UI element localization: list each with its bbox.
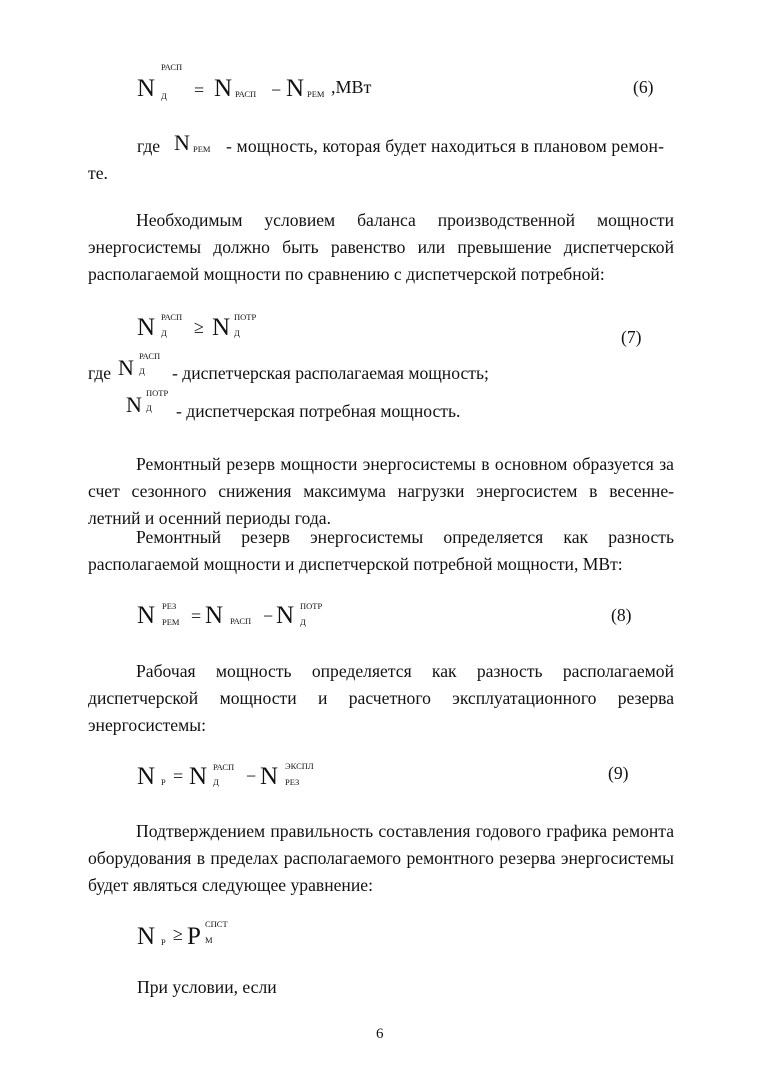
eq8-sub-rasp: РАСП	[230, 616, 252, 626]
eq7-sup-rasp: РАСП	[161, 312, 183, 322]
eq6-n-rem: N	[286, 75, 305, 102]
paragraph-balance-text: Необходимым условием баланса производственной мощности энергосистемы должно быть равенство или превышение диспетчерской располагаемой мощности по сравнению с диспетчерской потребной:	[88, 210, 674, 284]
paragraph-working-power	[88, 658, 674, 739]
where7-b-n: N	[126, 392, 142, 417]
eq9-number: (9)	[608, 763, 629, 783]
where7-prefix: где	[88, 363, 112, 383]
where6-prefix: где	[137, 136, 161, 156]
eq8-n-rez: N	[137, 602, 156, 629]
eq8-minus: −	[263, 606, 274, 626]
eq10-sub-m: М	[205, 935, 213, 945]
where7-b-sup: ПОТР	[146, 388, 169, 398]
eq6-sup-rasp: РАСП	[161, 62, 183, 72]
eq6-equals: =	[194, 80, 205, 100]
eq6-unit: ,МВт	[331, 77, 372, 97]
eq7-sub-d: Д	[161, 328, 167, 338]
eq8-sup-rez: РЕЗ	[162, 601, 177, 611]
eq6-n-disp: N	[137, 75, 156, 102]
eq10-p: P	[187, 923, 201, 950]
eq7-number: (7)	[621, 327, 642, 347]
where7-b-sub: Д	[146, 403, 152, 413]
eq9-n-p: N	[137, 763, 156, 790]
paragraph-repair-reserve	[88, 451, 674, 532]
where7-a-sup: РАСП	[139, 351, 161, 361]
where6-sub-rem: РЕМ	[193, 144, 211, 154]
eq9-n-rasp: N	[189, 763, 208, 790]
paragraph-working-power-text: Рабочая мощность определяется как разность располагаемой диспетчерской мощности и расчетного эксплуатационного резерва энергосистемы:	[88, 661, 674, 735]
eq6-n-rasp: N	[214, 75, 233, 102]
eq6-number: (6)	[633, 77, 654, 97]
eq8-number: (8)	[611, 605, 632, 625]
eq6-sub-rasp: РАСП	[235, 89, 257, 99]
page-number: 6	[376, 1026, 384, 1042]
eq9-sub-rez: РЕЗ	[285, 777, 300, 787]
eq7-sup-potr: ПОТР	[234, 312, 257, 322]
eq6-sub-d: Д	[161, 91, 167, 101]
eq7-n-rasp: N	[137, 314, 156, 341]
eq10-n-p: N	[137, 923, 156, 950]
eq8-n-potr: N	[276, 602, 295, 629]
condition-line: При условии, если	[137, 977, 277, 997]
eq9-sub-d: Д	[213, 777, 219, 787]
where6-cont: те.	[88, 163, 108, 183]
paragraph-confirmation-text: Подтверждением правильность составления годового графика ремонта оборудования в пределах располагаемого ремонтного резерва энергосистемы будет являться следующее уравнение:	[88, 821, 674, 895]
eq9-sub-p: Р	[161, 777, 166, 787]
eq6-minus: −	[271, 80, 282, 100]
paragraph-repair-reserve-def-text: Ремонтный резерв энергосистемы определяется как разность располагаемой мощности и диспетчерской потребной мощности, МВт:	[88, 527, 674, 574]
paragraph-balance	[88, 207, 674, 288]
eq6-sub-rem: РЕМ	[307, 89, 325, 99]
eq7-n-potr: N	[212, 314, 231, 341]
where6-n: N	[174, 130, 190, 155]
eq9-n-rez: N	[260, 763, 279, 790]
eq9-equals: =	[173, 766, 184, 786]
eq9-sup-ekspl: ЭКСПЛ	[285, 761, 314, 771]
where7-a-n: N	[118, 355, 134, 380]
where7-b-text: - диспетчерская потребная мощность.	[176, 401, 461, 421]
where6-text: - мощность, которая будет находиться в плановом ремон-	[226, 136, 665, 156]
where7-a-sub: Д	[139, 366, 145, 376]
where7-a-text: - диспетчерская располагаемая мощность;	[172, 363, 489, 383]
eq10-sub-p: Р	[161, 937, 166, 947]
eq8-equals: =	[191, 606, 202, 626]
eq7-sub-d2: Д	[234, 328, 240, 338]
eq9-minus: −	[246, 766, 257, 786]
eq9-sup-rasp: РАСП	[213, 762, 235, 772]
eq7-ge: ≥	[194, 317, 204, 337]
eq10-sup-spst: СПСТ	[205, 919, 228, 929]
eq8-sub-d: Д	[300, 617, 306, 627]
eq10-ge: ≥	[173, 924, 183, 944]
paragraph-confirmation	[88, 818, 674, 899]
eq8-n-rasp: N	[205, 602, 224, 629]
paragraph-repair-reserve-def	[88, 524, 674, 578]
eq8-sup-potr: ПОТР	[300, 601, 323, 611]
eq8-sub-rem: РЕМ	[162, 617, 180, 627]
paragraph-repair-reserve-text: Ремонтный резерв мощности энергосистемы в основном образуется за счет сезонного снижения максимума нагрузки энергосистем в весенне-летний и осенний периоды года.	[88, 454, 674, 528]
